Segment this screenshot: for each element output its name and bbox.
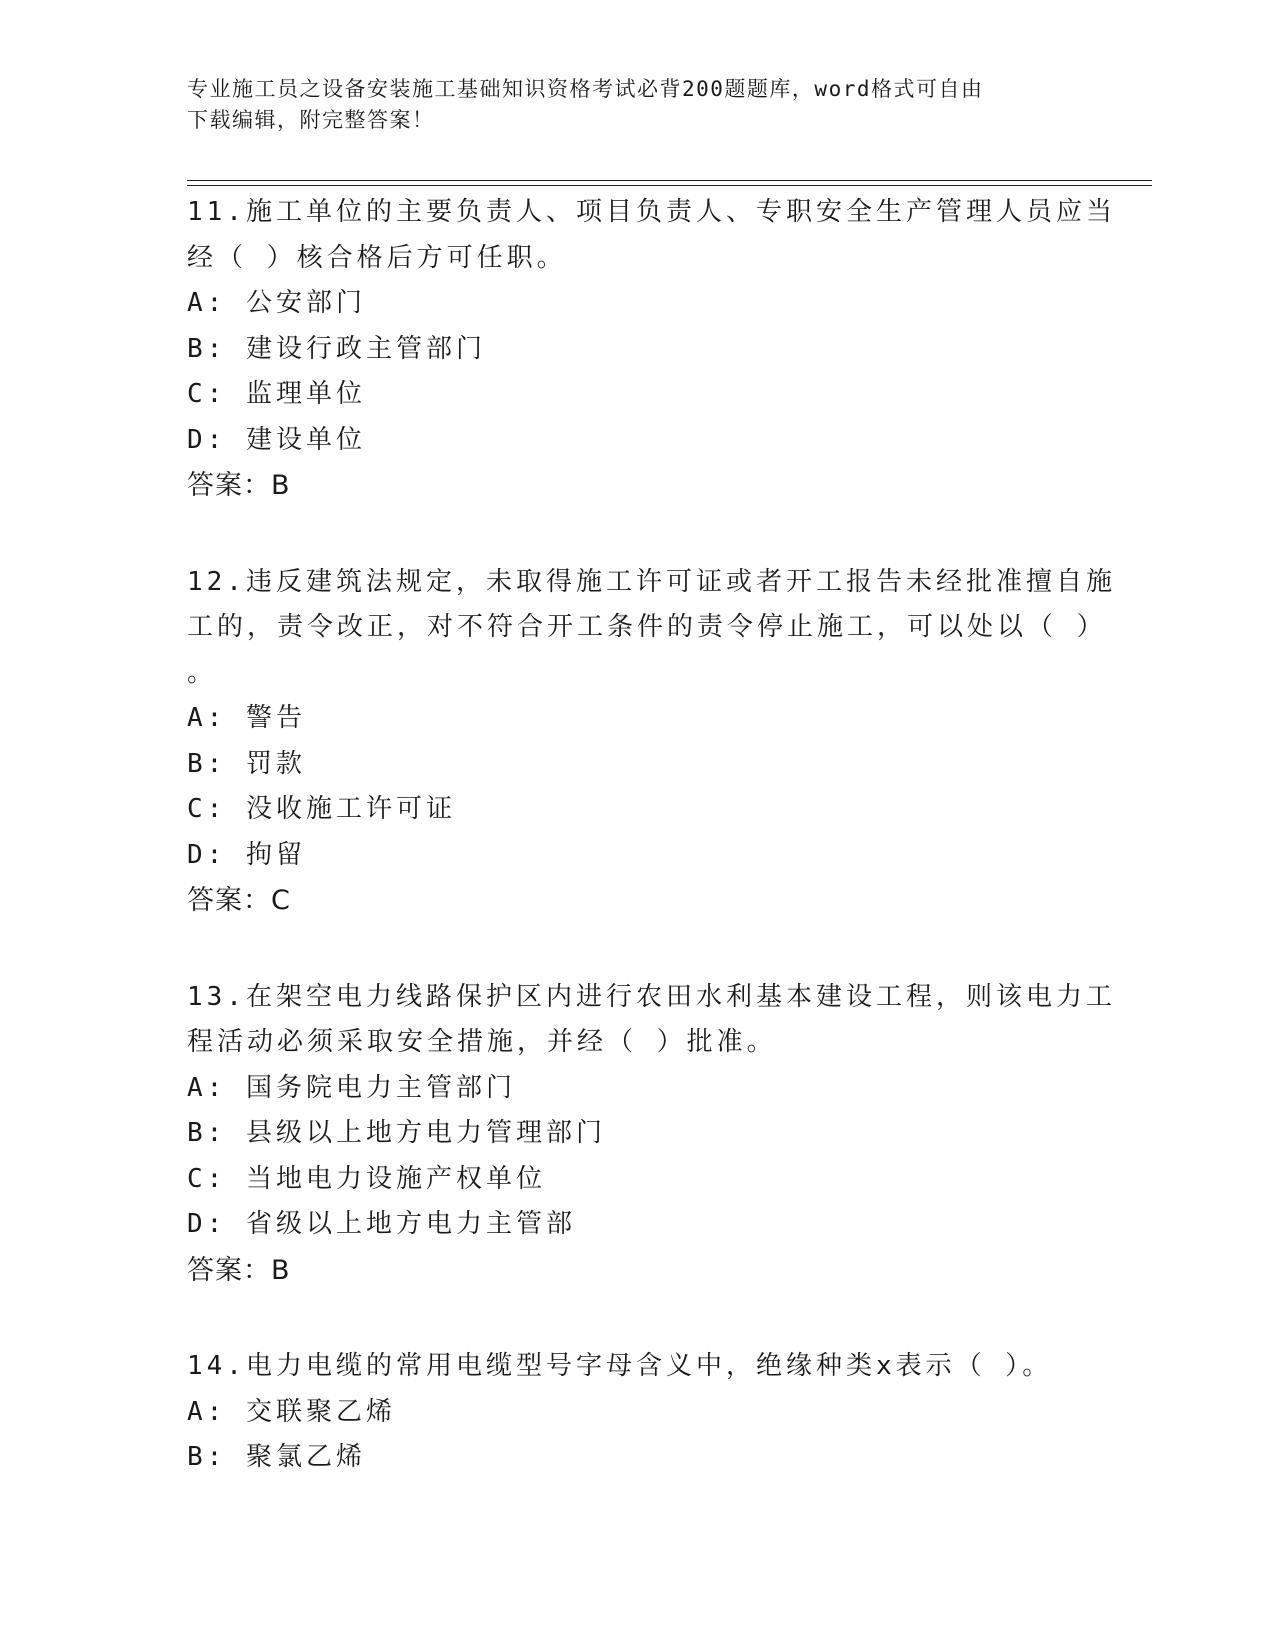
option-b: B: 建设行政主管部门 (187, 333, 486, 364)
option-d: D: 建设单位 (187, 424, 366, 455)
option-b: B: 聚氯乙烯 (187, 1442, 366, 1472)
document-header (187, 74, 1087, 136)
question-text-line: 11.施工单位的主要负责人、项目负责人、专职安全生产管理人员应当 (187, 197, 1116, 227)
question-text-line: 经（ ）核合格后方可任职。 (187, 242, 567, 273)
option-b: B: 罚款 (187, 748, 306, 779)
option-c: C: 监理单位 (187, 379, 366, 409)
answer-label: 答案：B (187, 470, 291, 501)
header-line-2: 下载编辑，附完整答案！ (187, 108, 435, 132)
question-text-line: 13.在架空电力线路保护区内进行农田水利基本建设工程，则该电力工 (187, 981, 1116, 1012)
question-text-line: 。 (187, 657, 218, 688)
question-text-line: 程活动必须采取安全措施，并经（ ）批准。 (187, 1027, 777, 1057)
option-a: A: 交联聚乙烯 (187, 1396, 396, 1427)
question-text-line: 工的，责令改正，对不符合开工条件的责令停止施工，可以处以（ ） (187, 612, 1107, 642)
option-c: C: 没收施工许可证 (187, 794, 456, 824)
answer-label: 答案：C (187, 885, 291, 916)
question-12 (187, 560, 1116, 924)
question-list (187, 190, 1116, 1532)
question-text-line: 12.违反建筑法规定，未取得施工许可证或者开工报告未经批准擅自施 (187, 566, 1116, 597)
answer-label: 答案：B (187, 1254, 291, 1286)
option-c: C: 当地电力设施产权单位 (187, 1163, 546, 1194)
header-divider-bottom (187, 185, 1152, 186)
header-line-1: 专业施工员之设备安装施工基础知识资格考试必背200题题库，word格式可自由 (187, 77, 984, 101)
option-d: D: 省级以上地方电力主管部 (187, 1209, 576, 1239)
question-11 (187, 190, 1116, 509)
question-13 (187, 975, 1116, 1294)
question-14 (187, 1344, 1087, 1481)
option-b: B: 县级以上地方电力管理部门 (187, 1118, 606, 1148)
option-a: A: 警告 (187, 703, 306, 733)
option-a: A: 公安部门 (187, 288, 366, 318)
option-d: D: 拘留 (187, 839, 306, 870)
option-a: A: 国务院电力主管部门 (187, 1072, 516, 1103)
question-text-line: 14.电力电缆的常用电缆型号字母含义中，绝缘种类x表示（ ）。 (187, 1351, 1053, 1381)
header-divider-top (187, 180, 1152, 181)
